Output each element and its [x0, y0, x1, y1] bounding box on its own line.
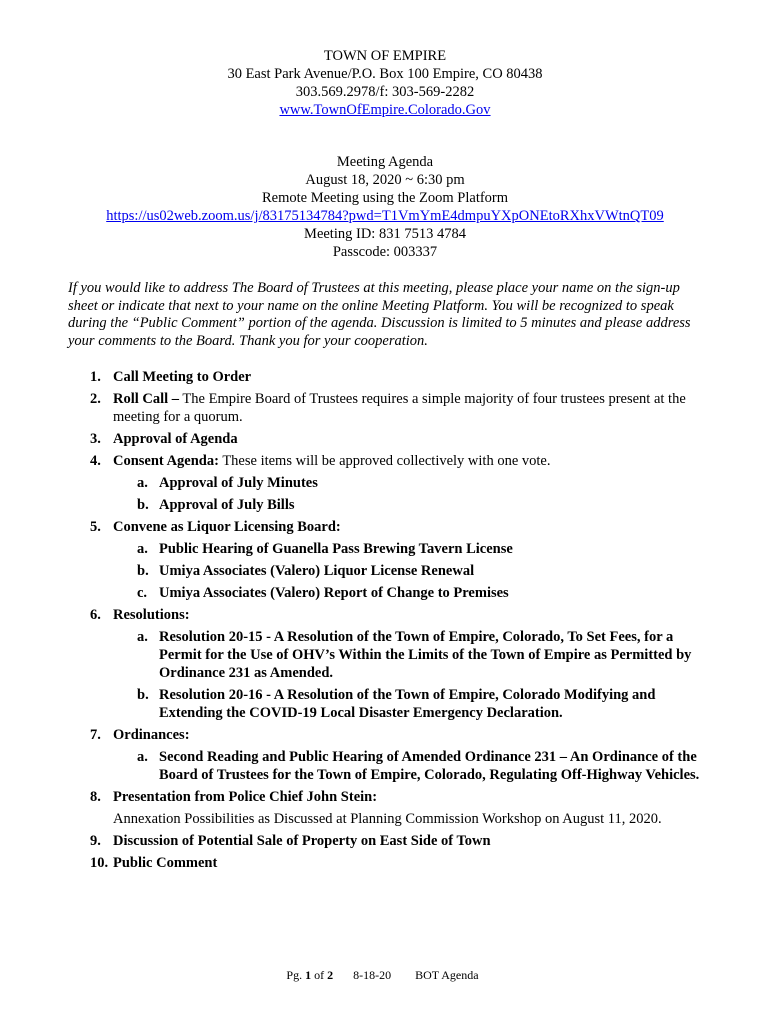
sub-item: a. Resolution 20-15 - A Resolution of the Town of Empire, Colorado, To Set Fees, for a Permit for the Use of OHV’s Within the Limits of the Town of Empire as Permitted by Ordinance 231 as Amended. — [137, 629, 692, 681]
agenda-list — [0, 368, 770, 876]
page-footer — [0, 966, 770, 984]
sub-item: a. Public Hearing of Guanella Pass Brewing Tavern License — [137, 541, 513, 557]
agenda-item-4: 4. Consent Agenda: These items will be approved collectively with one vote. a. Approval of July Minutes b. Approval of July Bills — [0, 452, 770, 514]
town-phone: 303.569.2978/f: 303-569-2282 — [295, 84, 475, 100]
sub-item: c. Umiya Associates (Valero) Report of Change to Premises — [137, 585, 509, 601]
meeting-id: Meeting ID: 831 7513 4784 — [304, 226, 466, 242]
town-address: 30 East Park Avenue/P.O. Box 100 Empire, CO 80438 — [227, 66, 543, 82]
footer-doc-title: BOT Agenda — [415, 968, 479, 982]
agenda-item-7: 7. Ordinances: a. Second Reading and Public Hearing of Amended Ordinance 231 – An Ordinance of the Board of Trustees for the Town of Empire, Colorado, Regulating Off-Highway Vehicles. — [0, 726, 770, 784]
agenda-item-1: 1. Call Meeting to Order — [90, 369, 252, 385]
meeting-info — [0, 153, 770, 261]
website-link[interactable]: www.TownOfEmpire.Colorado.Gov — [279, 102, 491, 118]
meeting-date: August 18, 2020 ~ 6:30 pm — [305, 172, 465, 188]
agenda-item-2: 2. Roll Call – The Empire Board of Trustees requires a simple majority of four trustees present at the meeting for a quorum. — [90, 391, 686, 425]
town-name: TOWN OF EMPIRE — [323, 48, 447, 64]
intro-paragraph: If you would like to address The Board of Trustees at this meeting, please place your name on the sign-up sheet or indicate that next to your name on the online Meeting Platform. You will be recognized to speak during the “Public Comment” portion of the agenda. Discussion is limited to 5 minutes and please address your comments to the Board. Thank you for your cooperation. — [68, 280, 691, 349]
zoom-link[interactable]: https://us02web.zoom.us/j/83175134784?pwd=T1VmYmE4dmpuYXpONEtoRXhxVWtnQT09 — [106, 208, 664, 224]
page-number: Pg. 1 of 2 — [286, 968, 334, 982]
agenda-item-3: 3. Approval of Agenda — [90, 431, 238, 447]
meeting-passcode: Passcode: 003337 — [332, 244, 438, 260]
agenda-item-9: 9. Discussion of Potential Sale of Property on East Side of Town — [90, 833, 491, 849]
agenda-title: Meeting Agenda — [336, 154, 434, 170]
meeting-platform: Remote Meeting using the Zoom Platform — [261, 190, 509, 206]
agenda-item-10: 10. Public Comment — [90, 855, 218, 871]
agenda-item-8: 8. Presentation from Police Chief John Stein: Annexation Possibilities as Discussed at Planning Commission Workshop on August 11, 2020. — [90, 789, 662, 827]
agenda-item-5: 5. Convene as Liquor Licensing Board: a. Public Hearing of Guanella Pass Brewing Tavern License b. Umiya Associates (Valero) Liquor License Renewal c. Umiya Associates (Valero) Report of Change to Premises — [0, 518, 770, 602]
sub-item: b. Resolution 20-16 - A Resolution of the Town of Empire, Colorado Modifying and Extending the COVID-19 Local Disaster Emergency Declaration. — [137, 687, 656, 721]
sub-item: a. Approval of July Minutes — [137, 475, 318, 491]
agenda-item-6: 6. Resolutions: a. Resolution 20-15 - A Resolution of the Town of Empire, Colorado, To Set Fees, for a Permit for the Use of OHV’s Within the Limits of the Town of Empire as Permitted by Ordinance 231 as Amended. b. Resolution 20-16 - A Resolution of the Town of Empire, Colorado Modifying and Extending the COVID-19 Local Disaster Emergency Declaration. — [0, 606, 770, 722]
sub-item: a. Second Reading and Public Hearing of Amended Ordinance 231 – An Ordinance of the Board of Trustees for the Town of Empire, Colorado, Regulating Off-Highway Vehicles. — [137, 749, 700, 783]
sub-item: b. Umiya Associates (Valero) Liquor License Renewal — [137, 563, 475, 579]
footer-date: 8-18-20 — [353, 968, 392, 982]
sub-item: b. Approval of July Bills — [137, 497, 295, 513]
letterhead — [0, 47, 770, 119]
